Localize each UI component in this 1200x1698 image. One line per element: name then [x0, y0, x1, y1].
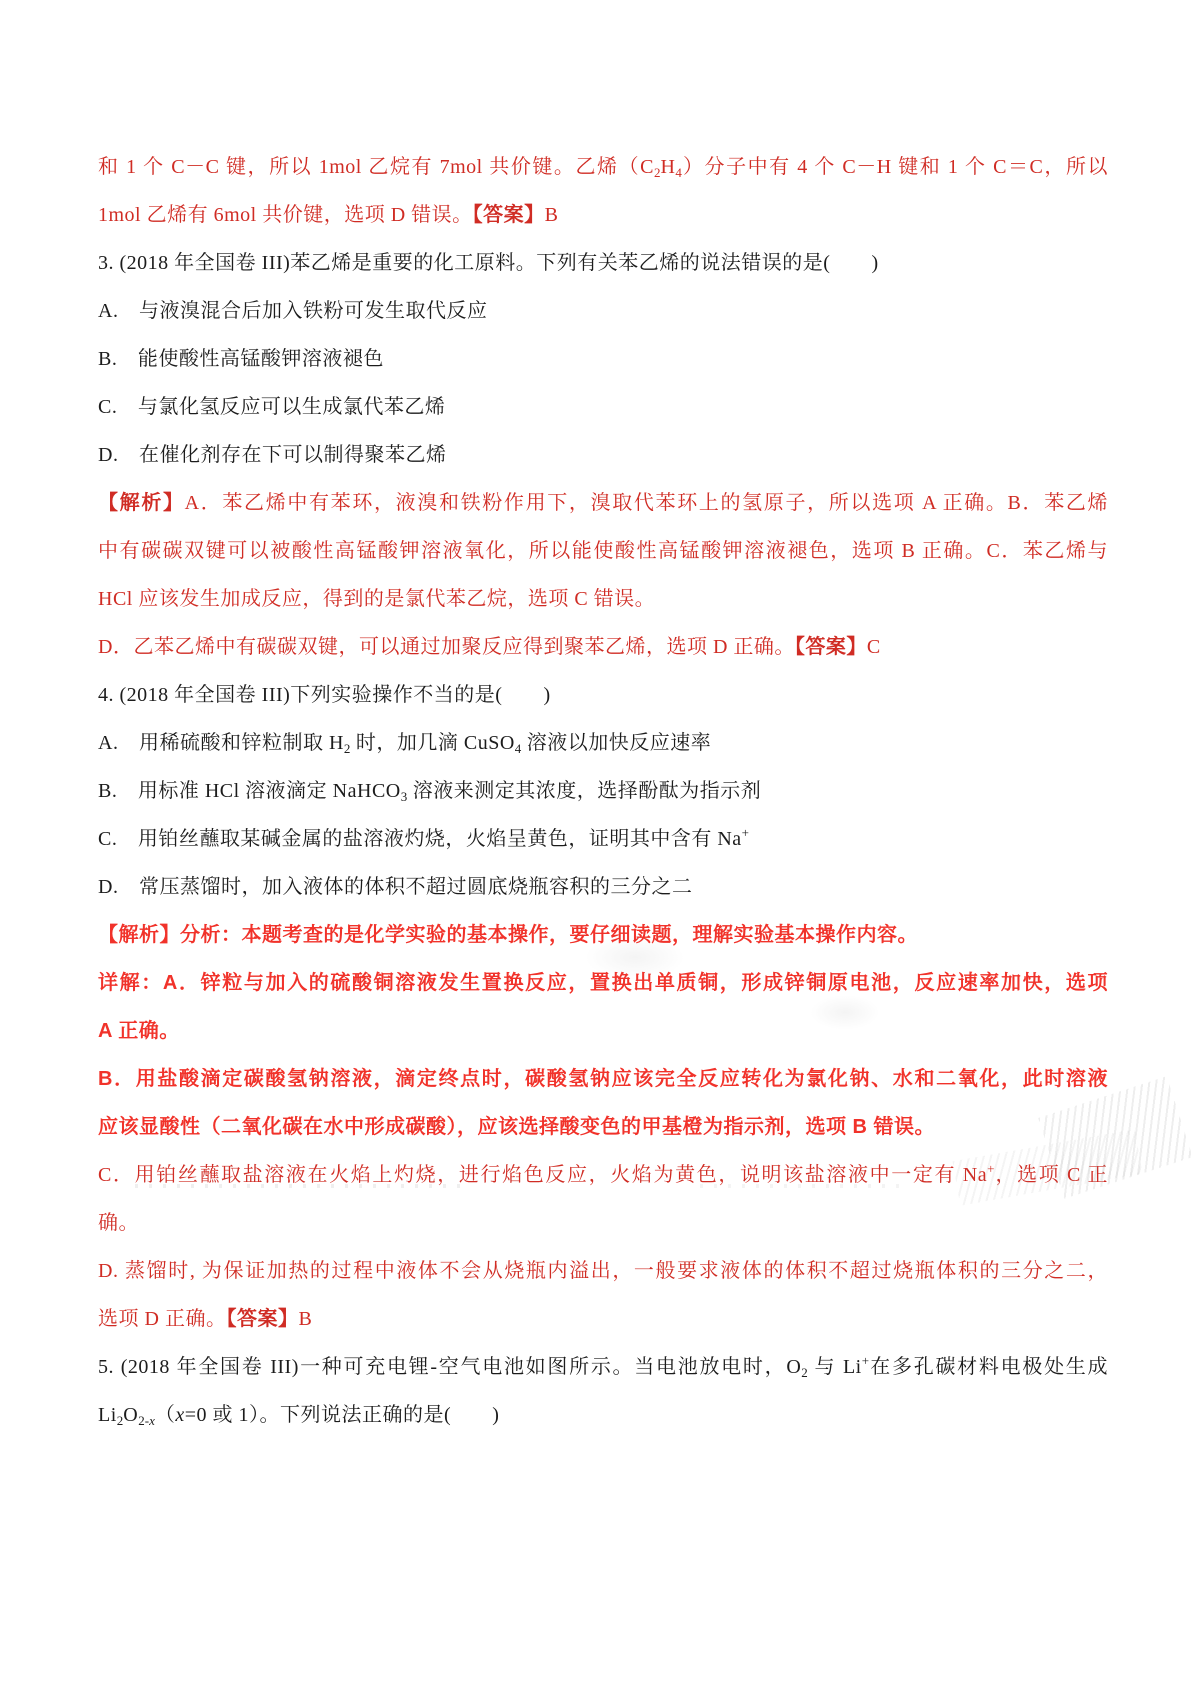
q4-analysis-a-2: [98, 1007, 1108, 1055]
text-run: x: [149, 1413, 155, 1428]
text-run: D. 蒸馏时, 为保证加热的过程中液体不会从烧瓶内溢出，一般要求液体的体积不超过烧瓶体积的三分之二，: [98, 1260, 1108, 1282]
q4-analysis-c-1: [98, 1151, 1108, 1199]
text-run: O: [123, 1404, 139, 1426]
q4-option-a: [98, 719, 1108, 767]
text-run: 溶液以加快反应速率: [521, 732, 712, 754]
text-run: Li: [98, 1404, 117, 1426]
document-content: [98, 143, 1108, 1439]
q4-option-d: [98, 863, 1108, 911]
text-run: A．苯乙烯中有苯环，液溴和铁粉作用下，溴取代苯环上的氢原子，所以选项 A 正确。B．苯乙烯: [184, 492, 1108, 514]
q5-header-2: [98, 1391, 1108, 1439]
text-run: H: [660, 156, 676, 178]
q4-analysis-d-1: [98, 1247, 1108, 1295]
text-run: 与 Li: [807, 1356, 862, 1378]
text-run: 中有碳碳双键可以被酸性高锰酸钾溶液氧化，所以能使酸性高锰酸钾溶液褪色，选项 B 正确。C．苯乙烯与: [98, 540, 1108, 562]
q3-analysis-3: [98, 575, 1108, 623]
text-run: 【答案】: [226, 1308, 299, 1330]
text-run: +: [741, 825, 750, 840]
text-run: 【答案】: [794, 636, 867, 658]
text-run: 时，加几滴 CuSO: [350, 732, 515, 754]
text-run: B: [544, 204, 559, 226]
text-run: 选项 D 正确。: [98, 1308, 227, 1330]
text-run: 2: [116, 1413, 124, 1428]
text-run: 3. (2018 年全国卷 III)苯乙烯是重要的化工原料。下列有关苯乙烯的说法错误的是( ): [98, 252, 879, 274]
q3-option-d: [98, 431, 1108, 479]
text-run: 4: [514, 741, 522, 756]
text-run: 2: [801, 1365, 808, 1380]
text-run: 【解析】: [98, 924, 180, 946]
text-run: A. 与液溴混合后加入铁粉可发生取代反应: [98, 300, 488, 322]
q3-analysis-1: [98, 479, 1108, 527]
text-run: =0 或 1）。下列说法正确的是( ): [184, 1404, 500, 1426]
text-run: 2-: [138, 1413, 150, 1428]
text-run: A 正确。: [98, 1020, 180, 1042]
text-run: 应该显酸性（二氧化碳在水中形成碳酸），应该选择酸变色的甲基橙为指示剂，选项 B 错误。: [98, 1116, 936, 1138]
text-run: C．用铂丝蘸取盐溶液在火焰上灼烧，进行焰色反应，火焰为黄色，说明该盐溶液中一定有 Na: [98, 1164, 988, 1186]
q5-header-1: [98, 1343, 1108, 1391]
q4-option-b: [98, 767, 1108, 815]
text-run: HCl 应该发生加成反应，得到的是氯代苯乙烷，选项 C 错误。: [98, 588, 656, 610]
text-run: 4: [675, 165, 682, 180]
q3-option-a: [98, 287, 1108, 335]
text-run: +: [987, 1161, 995, 1176]
text-run: D．乙苯乙烯中有碳碳双键，可以通过加聚反应得到聚苯乙烯，选项 D 正确。: [98, 636, 795, 658]
text-run: （: [154, 1404, 176, 1426]
text-run: 5. (2018 年全国卷 III)一种可充电锂-空气电池如图所示。当电池放电时，O: [98, 1356, 802, 1378]
text-run: 详解：A．锌粒与加入的硫酸铜溶液发生置换反应，置换出单质铜，形成锌铜原电池，反应速率加快，选项: [98, 972, 1108, 994]
q4-header: [98, 671, 1108, 719]
text-run: C: [866, 636, 881, 658]
text-run: 分析：本题考查的是化学实验的基本操作，要仔细读题，理解实验基本操作内容。: [180, 924, 918, 946]
q3-option-c: [98, 383, 1108, 431]
q4-analysis-c-2: [98, 1199, 1108, 1247]
q3-analysis-d-answer: [98, 623, 1108, 671]
q3-option-b: [98, 335, 1108, 383]
text-run: B. 用标准 HCl 溶液滴定 NaHCO: [98, 780, 401, 802]
text-run: C. 用铂丝蘸取某碱金属的盐溶液灼烧，火焰呈黄色，证明其中含有 Na: [98, 828, 742, 850]
text-run: 确。: [98, 1212, 139, 1234]
text-run: 1mol 乙烯有 6mol 共价键，选项 D 错误。: [98, 204, 473, 226]
text-run: 【解析】: [98, 492, 185, 514]
q3-analysis-2: [98, 527, 1108, 575]
text-run: 3: [400, 789, 408, 804]
text-run: A. 用稀硫酸和锌粒制取 H: [98, 732, 344, 754]
q3-header: [98, 239, 1108, 287]
q4-analysis-a-1: [98, 959, 1108, 1007]
text-run: 2: [653, 165, 661, 180]
text-run: D. 常压蒸馏时，加入液体的体积不超过圆底烧瓶容积的三分之二: [98, 876, 693, 898]
q4-analysis-intro: [98, 911, 1108, 959]
text-run: x: [175, 1404, 185, 1426]
text-run: +: [861, 1353, 870, 1368]
q2-analysis-cont-1: [98, 143, 1108, 191]
text-run: ）分子中有 4 个 C－H 键和 1 个 C＝C，所以: [681, 156, 1108, 178]
text-run: D. 在催化剂存在下可以制得聚苯乙烯: [98, 444, 447, 466]
text-run: B．用盐酸滴定碳酸氢钠溶液，滴定终点时，碳酸氢钠应该完全反应转化为氯化钠、水和二氧化，此时溶液: [98, 1068, 1108, 1090]
text-run: 4. (2018 年全国卷 III)下列实验操作不当的是( ): [98, 684, 551, 706]
text-run: C. 与氯化氢反应可以生成氯代苯乙烯: [98, 396, 446, 418]
text-run: B. 能使酸性高锰酸钾溶液褪色: [98, 348, 384, 370]
text-run: B: [298, 1308, 313, 1330]
q4-analysis-b-1: [98, 1055, 1108, 1103]
q2-answer: [98, 191, 1108, 239]
q4-option-c: [98, 815, 1108, 863]
text-run: 溶液来测定其浓度，选择酚酞为指示剂: [407, 780, 762, 802]
text-run: 【答案】: [472, 204, 545, 226]
text-run: 在多孔碳材料电极处生成: [869, 1356, 1108, 1378]
text-run: 2: [343, 741, 351, 756]
text-run: 和 1 个 C－C 键，所以 1mol 乙烷有 7mol 共价键。乙烯（C: [98, 156, 654, 178]
text-run: ，选项 C 正: [994, 1164, 1108, 1186]
q4-answer: [98, 1295, 1108, 1343]
q4-analysis-b-2: [98, 1103, 1108, 1151]
